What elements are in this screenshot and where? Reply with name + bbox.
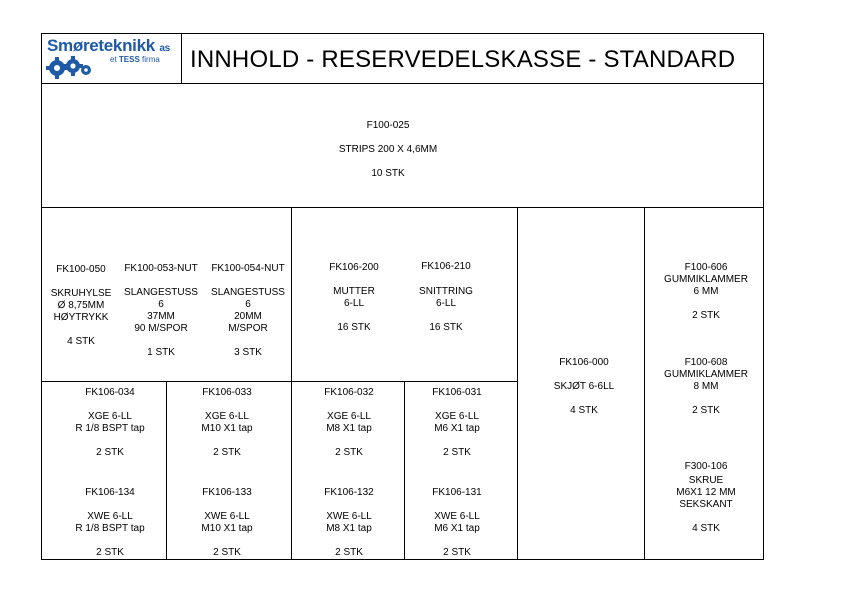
- divider: [404, 381, 405, 560]
- company-logo: [44, 36, 178, 80]
- divider: [644, 207, 645, 560]
- item-quantity: 4 STK: [67, 336, 95, 347]
- logo-name: Smøreteknikk as: [47, 36, 170, 55]
- item-quantity: 2 STK: [96, 447, 124, 458]
- item-description: STRIPS 200 X 4,6MM: [338, 144, 438, 155]
- item-description: 6-LL: [435, 298, 457, 309]
- item-code: FK106-134: [85, 487, 135, 498]
- item-code: FK106-034: [85, 387, 135, 398]
- item-quantity: 2 STK: [692, 405, 720, 416]
- item-description: MUTTER: [333, 286, 375, 297]
- divider: [41, 83, 764, 84]
- item-description: SLANGESTUSS: [124, 287, 198, 298]
- item-description: M6 X1 tap: [434, 423, 480, 434]
- divider: [181, 33, 182, 83]
- item-quantity: 16 STK: [429, 322, 463, 333]
- item-code: FK100-054-NUT: [211, 263, 285, 274]
- item-description: 6: [158, 299, 164, 310]
- divider: [166, 381, 167, 560]
- item-quantity: 2 STK: [213, 447, 241, 458]
- item-description: XWE 6-LL: [87, 511, 133, 522]
- item-code: FK106-133: [202, 487, 252, 498]
- item-description: XGE 6-LL: [327, 411, 371, 422]
- item-description: XWE 6-LL: [434, 511, 480, 522]
- item-code: FK106-132: [324, 487, 374, 498]
- item-quantity: 2 STK: [443, 547, 471, 558]
- item-code: FK106-200: [329, 262, 379, 273]
- item-description: GUMMIKLAMMER: [664, 369, 748, 380]
- item-description: M8 X1 tap: [326, 423, 372, 434]
- item-quantity: 2 STK: [96, 547, 124, 558]
- item-description: XWE 6-LL: [204, 511, 250, 522]
- item-description: 37MM: [147, 311, 175, 322]
- item-quantity: 16 STK: [337, 322, 371, 333]
- item-description: R 1/8 BSPT tap: [75, 523, 145, 534]
- divider: [291, 207, 292, 560]
- item-description: XGE 6-LL: [435, 411, 479, 422]
- item-description: GUMMIKLAMMER: [664, 274, 748, 285]
- item-code: FK106-032: [324, 387, 374, 398]
- item-code: FK106-131: [432, 487, 482, 498]
- item-code: F100-608: [684, 357, 728, 368]
- item-quantity: 2 STK: [335, 447, 363, 458]
- item-quantity: 2 STK: [335, 547, 363, 558]
- item-description: 6 MM: [693, 286, 719, 297]
- item-code: FK106-210: [421, 261, 471, 272]
- item-description: SKRUE: [688, 475, 724, 486]
- item-description: SKJØT 6-6LL: [553, 381, 615, 392]
- item-code: FK106-033: [202, 387, 252, 398]
- item-description: M/SPOR: [228, 323, 268, 334]
- item-quantity: 3 STK: [234, 347, 262, 358]
- item-quantity: 2 STK: [213, 547, 241, 558]
- item-description: HØYTRYKK: [53, 312, 109, 323]
- divider: [41, 381, 517, 382]
- item-description: M6 X1 tap: [434, 523, 480, 534]
- gears-icon: [46, 54, 92, 80]
- item-quantity: 2 STK: [692, 310, 720, 321]
- item-quantity: 10 STK: [371, 168, 405, 179]
- item-code: F100-025: [366, 120, 410, 131]
- item-quantity: 2 STK: [443, 447, 471, 458]
- item-code: FK100-053-NUT: [124, 263, 198, 274]
- item-code: FK106-031: [432, 387, 482, 398]
- item-code: FK106-000: [559, 357, 609, 368]
- item-description: XWE 6-LL: [326, 511, 372, 522]
- item-description: SLANGESTUSS: [211, 287, 285, 298]
- item-description: M10 X1 tap: [201, 423, 253, 434]
- item-description: Ø 8,75MM: [57, 300, 105, 311]
- item-description: XGE 6-LL: [88, 411, 132, 422]
- item-code: F300-106: [684, 461, 728, 472]
- item-description: SEKSKANT: [679, 499, 733, 510]
- item-code: FK100-050: [56, 264, 106, 275]
- item-description: 6-LL: [343, 298, 365, 309]
- item-description: R 1/8 BSPT tap: [75, 423, 145, 434]
- page-title: INNHOLD - RESERVEDELSKASSE - STANDARD: [190, 46, 736, 73]
- item-code: F100-606: [684, 262, 728, 273]
- item-description: 90 M/SPOR: [134, 323, 188, 334]
- item-description: M10 X1 tap: [201, 523, 253, 534]
- item-description: SNITTRING: [419, 286, 473, 297]
- divider: [517, 207, 518, 560]
- item-description: 8 MM: [693, 381, 719, 392]
- item-description: 20MM: [234, 311, 262, 322]
- divider: [41, 207, 764, 208]
- item-description: SKRUHYLSE: [50, 288, 112, 299]
- item-description: M8 X1 tap: [326, 523, 372, 534]
- item-quantity: 4 STK: [692, 523, 720, 534]
- logo-tagline: et TESS firma: [110, 55, 160, 64]
- item-description: 6: [245, 299, 251, 310]
- item-quantity: 4 STK: [570, 405, 598, 416]
- item-quantity: 1 STK: [147, 347, 175, 358]
- item-description: M6X1 12 MM: [676, 487, 736, 498]
- item-description: XGE 6-LL: [205, 411, 249, 422]
